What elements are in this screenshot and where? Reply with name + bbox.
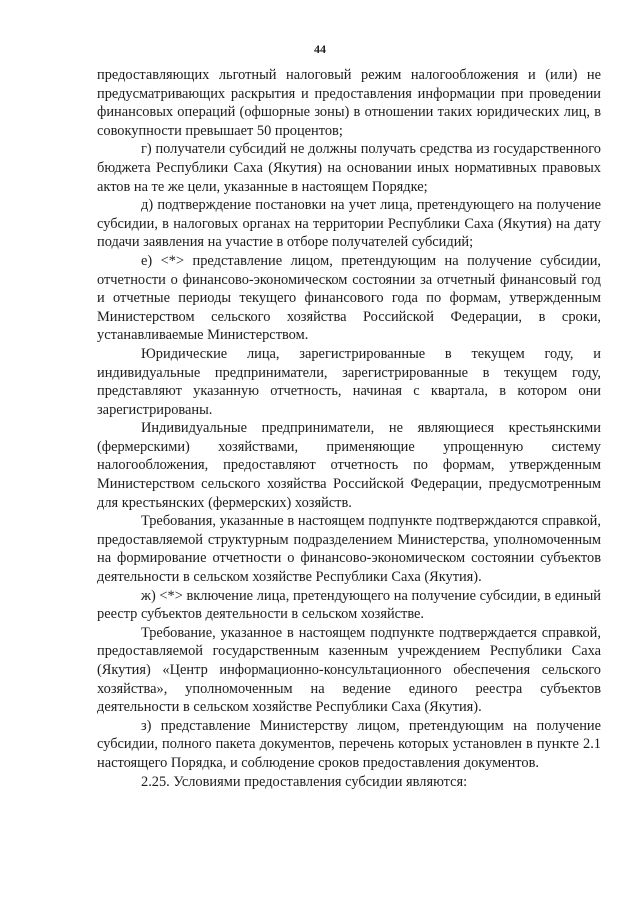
paragraph-offshore-continuation: предоставляющих льготный налоговый режим налогообложения и (или) не предусматривающих раскрытия и предоставления информации при проведении финансовых операций (офшорные зоны) в отношении таких юридических лиц, в совокупности превышает 50 процентов; bbox=[97, 67, 601, 139]
paragraph-item-d: д) подтверждение постановки на учет лица, претендующего на получение субсидии, в налоговых органах на территории Республики Саха (Якутия) на дату подачи заявления на участие в отборе получателей субсидий; bbox=[97, 197, 601, 251]
document-body bbox=[97, 66, 601, 791]
page-number: 44 bbox=[314, 42, 326, 56]
paragraph-item-zh: ж) <*> включение лица, претендующего на получение субсидии, в единый реестр субъектов деятельности в сельском хозяйстве. bbox=[97, 587, 601, 623]
paragraph-registry-certificate: Требование, указанное в настоящем подпункте подтверждается справкой, предоставляемой государственным казенным учреждением Республики Саха (Якутия) «Центр информационно-консультационного обеспечения сельского хозяйства», уполномоченным на ведение единого реестра субъектов деятельности в сельском хозяйстве Республики Саха (Якутия). bbox=[97, 624, 601, 716]
paragraph-item-g: г) получатели субсидий не должны получать средства из государственного бюджета Республики Саха (Якутия) на основании иных нормативных правовых актов на те же цели, указанные в настоящем Порядке; bbox=[97, 141, 601, 195]
paragraph-item-z: з) представление Министерству лицом, претендующим на получение субсидии, полного пакета документов, перечень которых установлен в пункте 2.1 настоящего Порядка, и соблюдение сроков предоставления документов. bbox=[97, 717, 601, 771]
paragraph-item-e: е) <*> представление лицом, претендующим на получение субсидии, отчетности о финансово-экономическом состоянии за отчетный финансовый год и отчетные периоды текущего финансового года по формам, утвержденным Министерством сельского хозяйства Российской Федерации, в сроки, устанавливаемые Министерством. bbox=[97, 252, 601, 344]
paragraph-individual-entrepreneurs: Индивидуальные предприниматели, не являющиеся крестьянскими (фермерскими) хозяйствами, применяющие упрощенную систему налогообложения, предоставляют отчетность по формам, утвержденным Министерством сельского хозяйства Российской Федерации, предусмотренным для крестьянских (фермерских) хозяйств. bbox=[97, 420, 601, 511]
paragraph-section-2-25: 2.25. Условиями предоставления субсидии являются: bbox=[141, 773, 468, 790]
paragraph-requirements-certificate: Требования, указанные в настоящем подпункте подтверждаются справкой, предоставляемой структурным подразделением Министерства, уполномоченным на формирование отчетности о финансово-экономическом состоянии субъектов деятельности в сельском хозяйстве Республики Саха (Якутия). bbox=[97, 513, 601, 586]
paragraph-legal-entities: Юридические лица, зарегистрированные в текущем году, и индивидуальные предприниматели, зарегистрированные в текущем году, представляют указанную отчетность, начиная с квартала, в котором они зарегистрированы. bbox=[97, 345, 601, 418]
